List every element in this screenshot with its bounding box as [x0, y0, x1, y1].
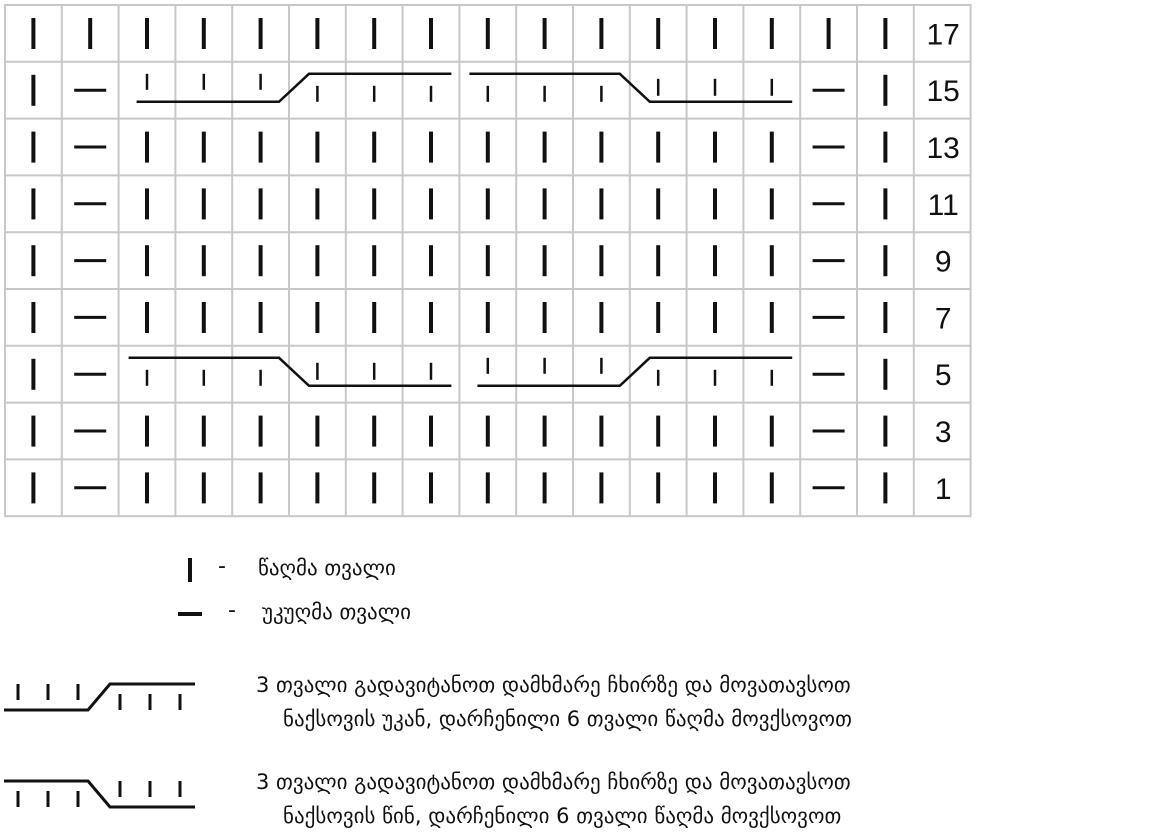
legend-cable-right-line1: 3 თვალი გადავიტანოთ დამხმარე ჩხირზე და მოვათავსოთ	[256, 770, 851, 794]
row-number: 9	[934, 245, 952, 279]
row-number: 15	[926, 75, 960, 109]
row-number: 3	[934, 416, 952, 449]
left-cross-cable-icon	[0, 668, 200, 718]
legend-purl-text: უკუღმა თვალი	[262, 600, 411, 624]
row-number: 1	[934, 472, 952, 506]
legend-purl-dash: -	[228, 598, 236, 623]
row-number: 17	[926, 18, 960, 52]
legend-cable-left-line2: ნაქსოვის უკან, დარჩენილი 6 თვალი წაღმა მოვქსოვოთ	[283, 707, 852, 731]
legend-cable-left-line1: 3 თვალი გადავიტანოთ დამხმარე ჩხირზე და მოვათავსოთ	[256, 673, 851, 697]
row-number: 7	[934, 302, 952, 336]
legend-cable-right-line2: ნაქსოვის წინ, დარჩენილი 6 თვალი წაღმა მოვქსოვოთ	[283, 804, 842, 828]
knit-symbol-icon	[180, 552, 200, 588]
row-number: 5	[934, 359, 952, 393]
legend-knit-dash: -	[218, 554, 226, 579]
row-number: 11	[927, 188, 959, 222]
right-cross-cable-icon	[0, 765, 200, 815]
purl-symbol-icon	[175, 596, 205, 632]
row-number: 13	[926, 132, 960, 165]
legend-knit-text: წაღმა თვალი	[258, 556, 396, 580]
